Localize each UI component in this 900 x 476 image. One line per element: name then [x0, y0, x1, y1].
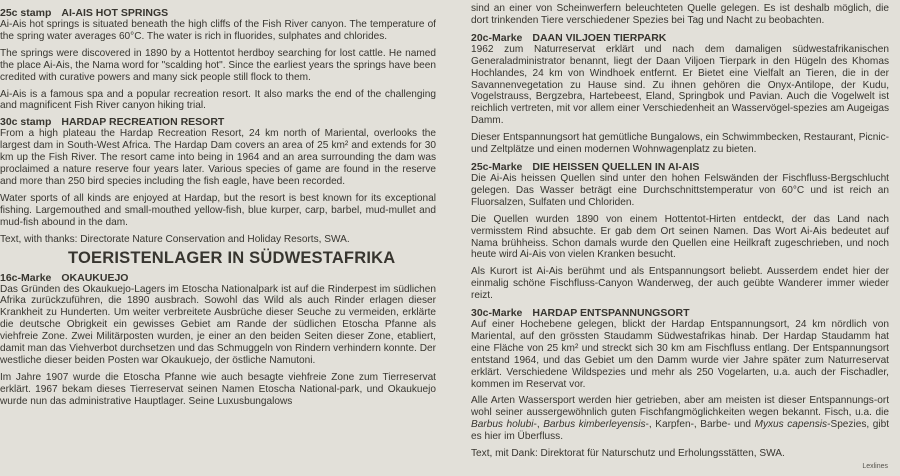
right-column	[471, 3, 889, 465]
section-title: OKAUKUEJO	[61, 271, 129, 284]
section-ai-ais-de	[471, 161, 889, 302]
paragraph: Im Jahre 1907 wurde die Etoscha Pfanne wie auch besagte viehfreie Zone zum Tierreservat erklärt. 1967 bekam dieses Tierreservat seinen Namen Etoscha National-park, und Okaukuejo wurde nun das administrative Hauptlager. Seine Luxusbungalows	[0, 371, 436, 407]
paragraph: Die Quellen wurden 1890 von einem Hottentot-Hirten entdeckt, der das Land nach vermisstem Rind absuchte. Er gab dem Ort seinen Namen. Das Wort Ai-Ais bedeutet auf Nama brühheiss. Schon damals wurde den Quellen eine Heilkraft zugeschrieben, und noch heute wird Ai-Ais von vielen Kranken besucht.	[471, 213, 889, 261]
section-ai-ais-en	[0, 7, 436, 112]
paragraph: Die Ai-Ais heissen Quellen sind unter den hohen Felswänden der Fischfluss-Bergschlucht gelegen. Das Wasser beträgt eine Durchschnittstemperatur von 60°C und ist reich an Fluorsalzen, Sulfaten und Chloriden.	[471, 172, 889, 208]
section-title: HARDAP RECREATION RESORT	[61, 116, 225, 129]
stamp-label: 25c stamp	[0, 7, 52, 19]
section-heading	[0, 7, 436, 19]
credit-text: Text, with thanks: Directorate Nature Conservation and Holiday Resorts, SWA.	[0, 233, 350, 245]
section-hardap-en	[0, 116, 436, 245]
paragraph: Als Kurort ist Ai-Ais berühmt und als Entspannungsort beliebt. Ausserdem endet hier der einmalig schöne Fischfluss-Canyon Wanderweg, der auch geübte Wanderer immer wieder reizt.	[471, 266, 889, 302]
paragraph: 1962 zum Naturreservat erklärt und nach dem damaligen südwestafrikanischen Generaladministrator benannt, liegt der Daan Viljoen Tierpark in den Hügeln des Khomas Hochlandes, 24 km von Windhoek entfernt. Er Bietet eine Vielfalt an Tieren, die in der Savannenvegetation zu Hause sind. Zu ihnen gehören die Onyx-Antilope, der Kudu, Vogelstrauss, Bergzebra, Hartebeest, Eland, Springbok und Pavian. Auch die Vogelwelt ist reichlich vertreten, mit vor allem einer Verschiedenheit an Wasservögel-spezies am Augeigas Damm.	[471, 43, 889, 127]
paragraph: Dieser Entspannungsort hat gemütliche Bungalows, ein Schwimmbecken, Restaurant, Picnic- und Zeltplätze und einen modernen Wohnwagenplatz zu bieten.	[471, 132, 889, 156]
paragraph: From a high plateau the Hardap Recreation Resort, 24 km north of Mariental, overlooks the largest dam in South-West Africa. The Hardap Dam covers an area of 25 km² and extends for 30 km up the Fish River. The resort came into being in 1964 and an area surrounding the dam was proclaimed a nature reserve four years later. Various species of game are found in the reserve and more than 250 bird species including the fish eagle, have been recorded.	[0, 128, 436, 187]
stamp-label: 25c-Marke	[471, 160, 523, 173]
section-heading	[471, 32, 889, 44]
section-okaukuejo	[0, 272, 436, 408]
stamp-label: 30c stamp	[0, 116, 52, 129]
species-name: Barbus holubi	[471, 419, 534, 431]
section-hardap-de	[471, 307, 889, 460]
section-heading	[471, 307, 889, 319]
section-heading	[0, 116, 436, 128]
paragraph: The springs were discovered in 1890 by a Hottentot herdboy searching for lost cattle. He named the place Ai-Ais, the Nama word for "scalding hot". Since the earliest years the springs have been credited with curative powers and many sick people still flock to them.	[0, 47, 436, 83]
german-main-heading: TOERISTENLAGER IN SÜDWESTAFRIKA	[68, 248, 396, 267]
printer-imprint: Lexlines	[862, 463, 888, 470]
species-name: Myxus capensis	[754, 419, 828, 431]
paragraph: Ai-Ais hot springs is situated beneath the high cliffs of the Fish River canyon. The temperature of the spring water averages 60°C. The water is rich in fluorides, sulphates and chlorides.	[0, 19, 436, 42]
credit-text: Text, mit Dank: Direktorat für Naturschutz und Erholungsstätten, SWA.	[471, 448, 785, 460]
section-heading	[0, 272, 436, 284]
species-name: Barbus kimberleyensis	[543, 419, 646, 431]
section-heading	[471, 161, 889, 173]
paragraph: Auf einer Hochebene gelegen, blickt der Hardap Entspannungsort, 24 km nördlich von Mariental, auf den grössten Staudamm Südwestafrikas hinab. Der Hardap Staudamm hat eine Fläche von 25 km² und streckt sich 30 km am Fischfluss entlang. Der Entspannungsort entstand 1964, und das Gebiet um den Damm wurde vier Jahre später zum Naturreservat erklärt. Verschiedene Wildspezies und mehr als 250 Vogelarten, u.a. auch der Fischadler, kommen im Reservat vor.	[471, 319, 889, 390]
paragraph: Water sports of all kinds are enjoyed at Hardap, but the resort is best known for its exceptional fishing. Largemouthed and small-mouthed yellow-fish, blue kurper, carp, barbel, mud-mullet and mud-fish abound in the dam.	[0, 192, 436, 228]
paragraph: Ai-Ais is a famous spa and a popular recreation resort. It also marks the end of the challenging and magnificent Fish River canyon hiking trial.	[0, 88, 436, 112]
section-title: HARDAP ENTSPANNUNGSORT	[532, 307, 690, 320]
section-daan-viljoen	[471, 32, 889, 156]
section-title: DIE HEISSEN QUELLEN IN AI-AIS	[532, 160, 700, 173]
stamp-label: 30c-Marke	[471, 307, 523, 320]
paragraph: Das Gründen des Okaukuejo-Lagers im Etoscha Nationalpark ist auf die Rinderpest im südlichen Afrika zurückzuführen, die 1890 ausbrach. Sowohl das Wild als auch Rinder erlagen dieser Krankheit zu Hunderten. Um weiter verbreitete Ausbrüche dieser Seuche zu vermeiden, erklärte die deutsche Obrigkeit ein gewisses Gebiet am Rande der südlichen Etoscha Pfanne als viehfreie Zone. Zwei Militärposten wurden, je einer an den beiden Seiten dieser Zone, etabliert, damit man das Viehverbot durchsetzen und das Schmuggeln von Rindern verhindern konnte. Der westliche dieser beiden Posten war Okaukuejo, der östliche Namutoni.	[0, 283, 436, 366]
stamp-label: 20c-Marke	[471, 31, 523, 44]
left-column	[0, 3, 436, 413]
section-title: AI-AIS HOT SPRINGS	[61, 7, 169, 19]
stamp-label: 16c-Marke	[0, 271, 52, 284]
continued-paragraph: sind an einer von Scheinwerfern beleuchteten Quelle gelegen. Es ist deshalb möglich, die dort trinkenden Tiere verschiedener Spezies bei Tag und Nacht zu beobachten.	[471, 3, 889, 26]
paragraph-fishing: Alle Arten Wassersport werden hier getrieben, aber am meisten ist dieser Entspannungs-ort wohl seiner aussergewöhnlich guten Fischfangmöglichkeiten wegen bekannt. Fisch, u.a. die Barbus holubi-, Barbus kimberleyensis-, Karpfen-, Barbe- und Myxus capensis-Spezies, gibt es hier im Überfluss.	[471, 395, 889, 443]
section-title: DAAN VILJOEN TIERPARK	[532, 31, 667, 44]
